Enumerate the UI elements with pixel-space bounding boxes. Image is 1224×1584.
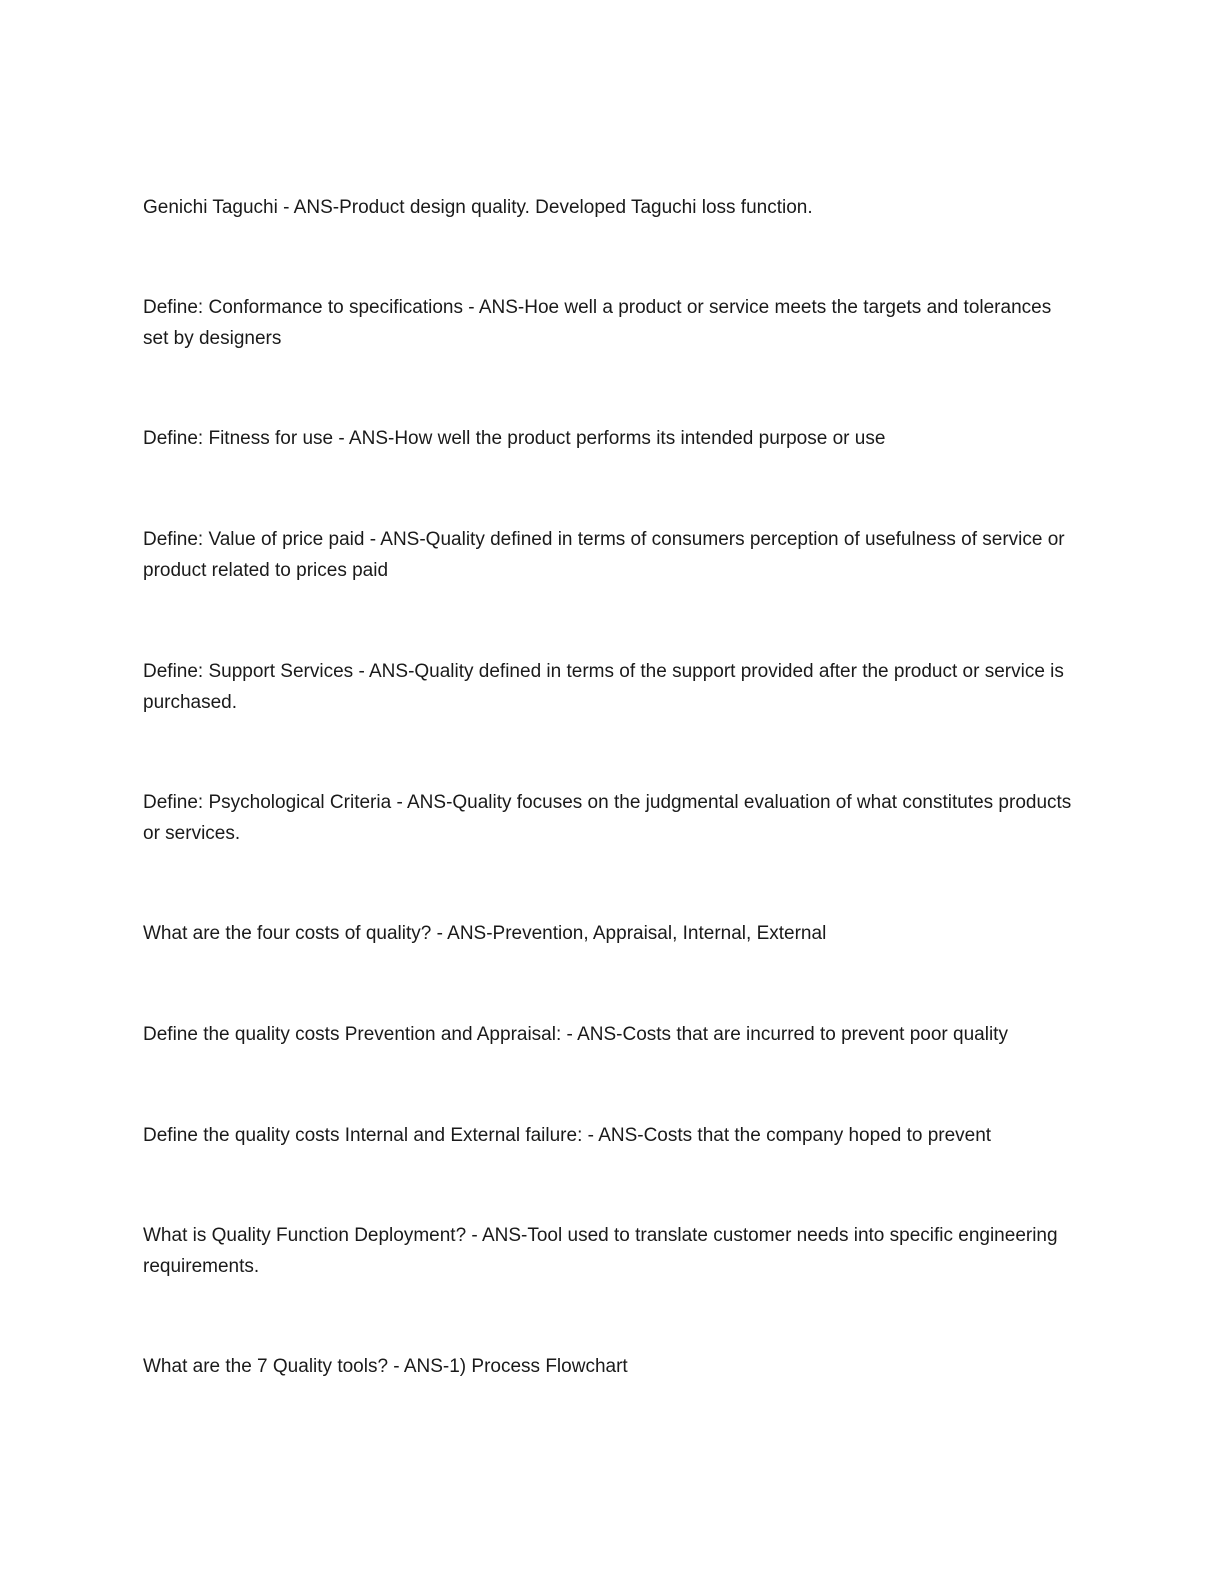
qa-entry-seven-tools: What are the 7 Quality tools? - ANS-1) Process Flowchart: [143, 1356, 628, 1377]
qa-entry-internal-external: Define the quality costs Internal and External failure: - ANS-Costs that the company hoped to prevent: [143, 1125, 992, 1146]
qa-entry-conformance: Define: Conformance to specifications - ANS-Hoe well a product or service meets the targets and tolerances set by designers: [143, 297, 1052, 349]
qa-entry-value-of-price: Define: Value of price paid - ANS-Quality defined in terms of consumers perception of usefulness of service or product related to prices paid: [143, 529, 1065, 581]
qa-entry-support-services: Define: Support Services - ANS-Quality defined in terms of the support provided after the product or service is purchased.: [143, 661, 1064, 713]
qa-entry-fitness-for-use: Define: Fitness for use - ANS-How well the product performs its intended purpose or use: [143, 428, 886, 449]
qa-entry-psychological-criteria: Define: Psychological Criteria - ANS-Quality focuses on the judgmental evaluation of what constitutes products or services.: [143, 792, 1072, 844]
qa-entry-qfd: What is Quality Function Deployment? - ANS-Tool used to translate customer needs into specific engineering requirements.: [143, 1225, 1058, 1277]
qa-entry-taguchi: Genichi Taguchi - ANS-Product design quality. Developed Taguchi loss function.: [143, 197, 813, 218]
qa-entry-prevention-appraisal: Define the quality costs Prevention and Appraisal: - ANS-Costs that are incurred to prevent poor quality: [143, 1024, 1008, 1045]
qa-entry-four-costs: What are the four costs of quality? - ANS-Prevention, Appraisal, Internal, External: [143, 923, 827, 944]
